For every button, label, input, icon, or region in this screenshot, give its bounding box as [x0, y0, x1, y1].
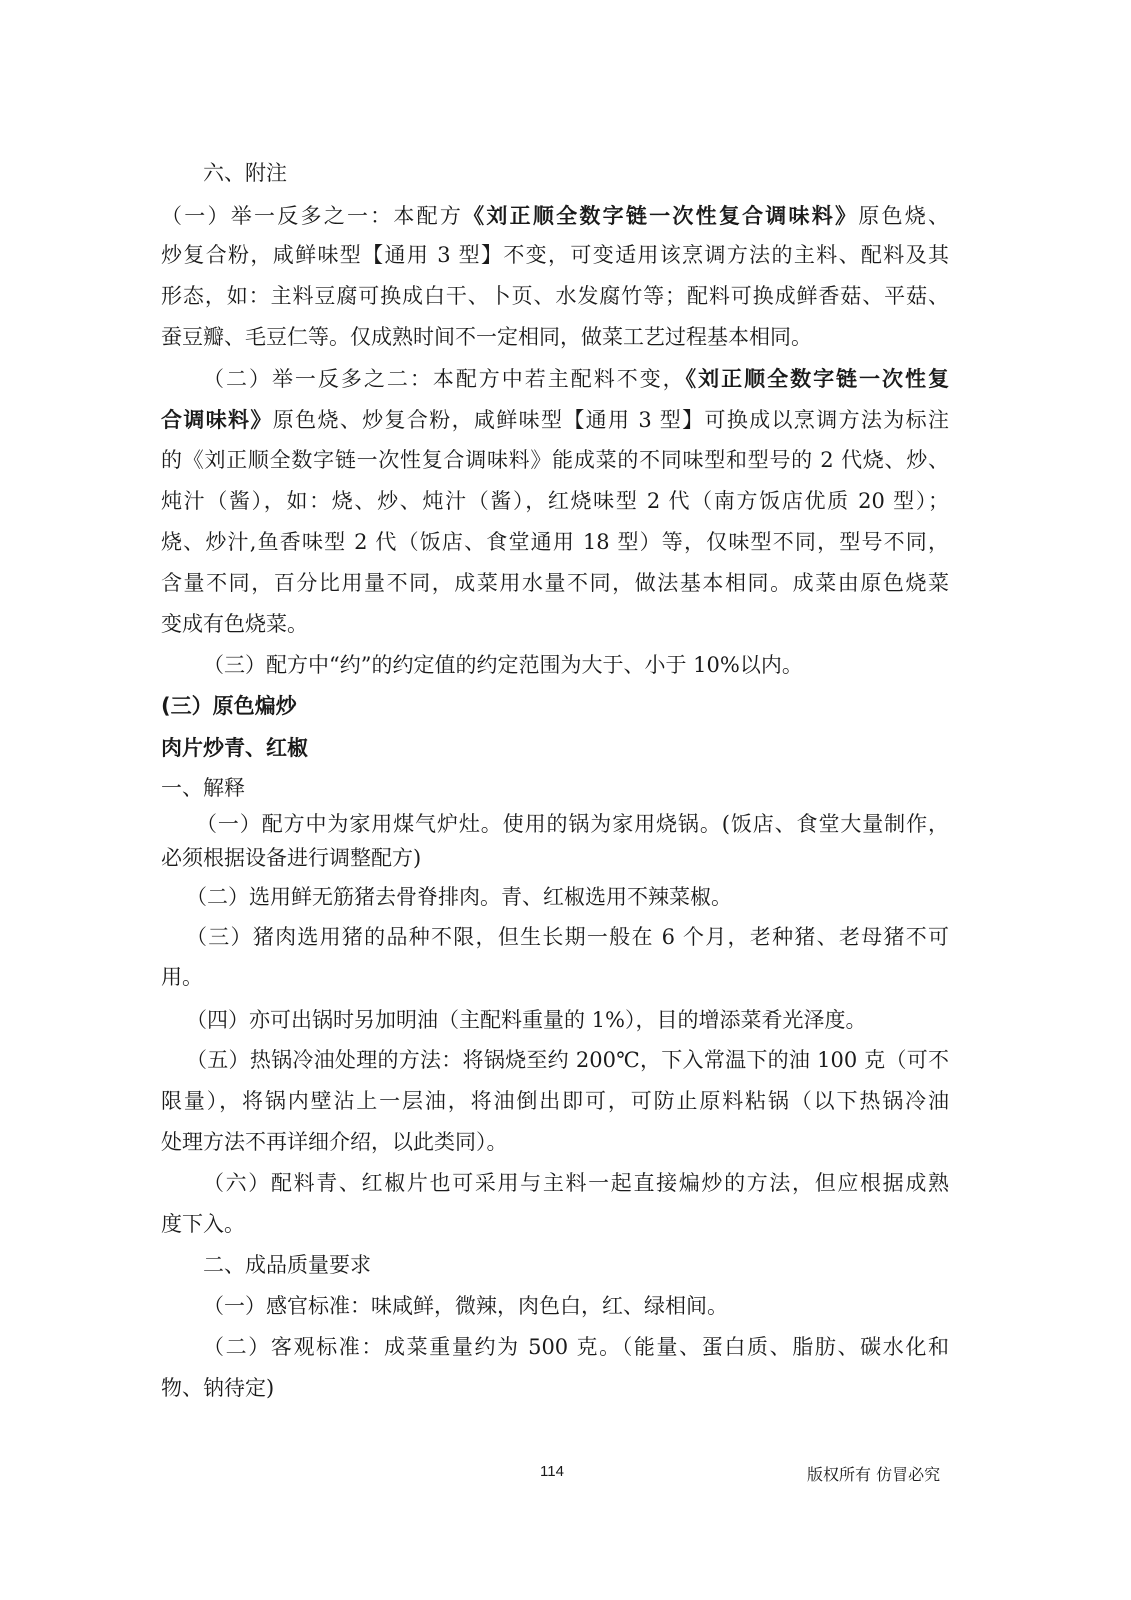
note2-book-title-a: 《刘正顺全数字链一次性复: [685, 366, 949, 391]
note2-line4: 炖汁（酱），如：烧、炒、炖汁（酱），红烧味型 2 代（南方饭店优质 20 型）；: [161, 489, 949, 513]
note1-text-a: （一）举一反多之一：本配方: [161, 204, 464, 228]
exp1-line2: 必须根据设备进行调整配方): [161, 846, 422, 870]
note1-line3: 形态，如：主料豆腐可换成白干、卜页、水发腐竹等；配料可换成鲜香菇、平菇、: [161, 284, 949, 308]
quality-sensory: （一）感官标准：味咸鲜，微辣，肉色白，红、绿相间。: [203, 1294, 728, 1318]
exp6-line2: 度下入。: [161, 1212, 245, 1236]
note2-line5: 烧、炒汁,鱼香味型 2 代（饭店、食堂通用 18 型）等，仅味型不同，型号不同，: [161, 530, 949, 554]
exp3-line2: 用。: [161, 965, 203, 989]
exp5-line2: 限量），将锅内壁沾上一层油，将油倒出即可，可防止原料粘锅（以下热锅冷油: [161, 1089, 949, 1113]
note2-book-title-b: 合调味料》: [161, 407, 273, 432]
exp4: （四）亦可出锅时另加明油（主配料重量的 1%），目的增添菜肴光泽度。: [186, 1008, 867, 1032]
note2-line3: 的《刘正顺全数字链一次性复合调味料》能成菜的不同味型和型号的 2 代烧、炒、: [161, 448, 949, 472]
section-heading: (三）原色煸炒: [161, 694, 297, 718]
section1-title: 一、解释: [161, 776, 245, 800]
exp2: （二）选用鲜无筋猪去骨脊排肉。青、红椒选用不辣菜椒。: [186, 885, 732, 909]
section6-title: 六、附注: [203, 161, 287, 185]
exp6-line1: （六）配料青、红椒片也可采用与主料一起直接煸炒的方法，但应根据成熟: [203, 1171, 949, 1195]
note1-line4: 蚕豆瓣、毛豆仁等。仅成熟时间不一定相同，做菜工艺过程基本相同。: [161, 325, 812, 349]
quality-objective-line1: （二）客观标准：成菜重量约为 500 克。（能量、蛋白质、脂肪、碳水化和: [203, 1335, 949, 1359]
exp5-line3: 处理方法不再详细介绍，以此类同）。: [161, 1130, 508, 1154]
exp3-line1: （三）猪肉选用猪的品种不限，但生长期一般在 6 个月，老种猪、老母猪不可: [186, 925, 949, 949]
note1-line2: 炒复合粉，咸鲜味型【通用 3 型】不变，可变适用该烹调方法的主料、配料及其: [161, 243, 949, 267]
note1-text-c: 原色烧、: [858, 204, 950, 228]
note2-line7: 变成有色烧菜。: [161, 612, 308, 636]
copyright-notice: 版权所有 仿冒必究: [807, 1465, 941, 1484]
exp5-line1: （五）热锅冷油处理的方法：将锅烧至约 200℃，下入常温下的油 100 克（可不: [186, 1048, 949, 1072]
exp1-line1: （一）配方中为家用煤气炉灶。使用的锅为家用烧锅。(饭店、食堂大量制作，: [196, 812, 949, 836]
note2-text-b: 原色烧、炒复合粉，咸鲜味型【通用 3 型】可换成以烹调方法为标注: [272, 408, 950, 432]
note1-line1: [161, 203, 949, 229]
page-number: 114: [540, 1463, 564, 1480]
note2-line2: [161, 407, 949, 433]
quality-objective-line2: 物、钠待定): [161, 1376, 275, 1400]
note3: （三）配方中“约”的约定值的约定范围为大于、小于 10%以内。: [203, 653, 803, 677]
note2-line6: 含量不同，百分比用量不同，成菜用水量不同，做法基本相同。成菜由原色烧菜: [161, 571, 949, 595]
note1-book-title: 《刘正顺全数字链一次性复合调味料》: [463, 203, 859, 228]
dish-heading: 肉片炒青、红椒: [161, 736, 308, 760]
note2-text-a: （二）举一反多之二：本配方中若主配料不变，: [203, 367, 686, 391]
note2-line1: [203, 366, 949, 392]
section2-title: 二、成品质量要求: [203, 1253, 371, 1277]
